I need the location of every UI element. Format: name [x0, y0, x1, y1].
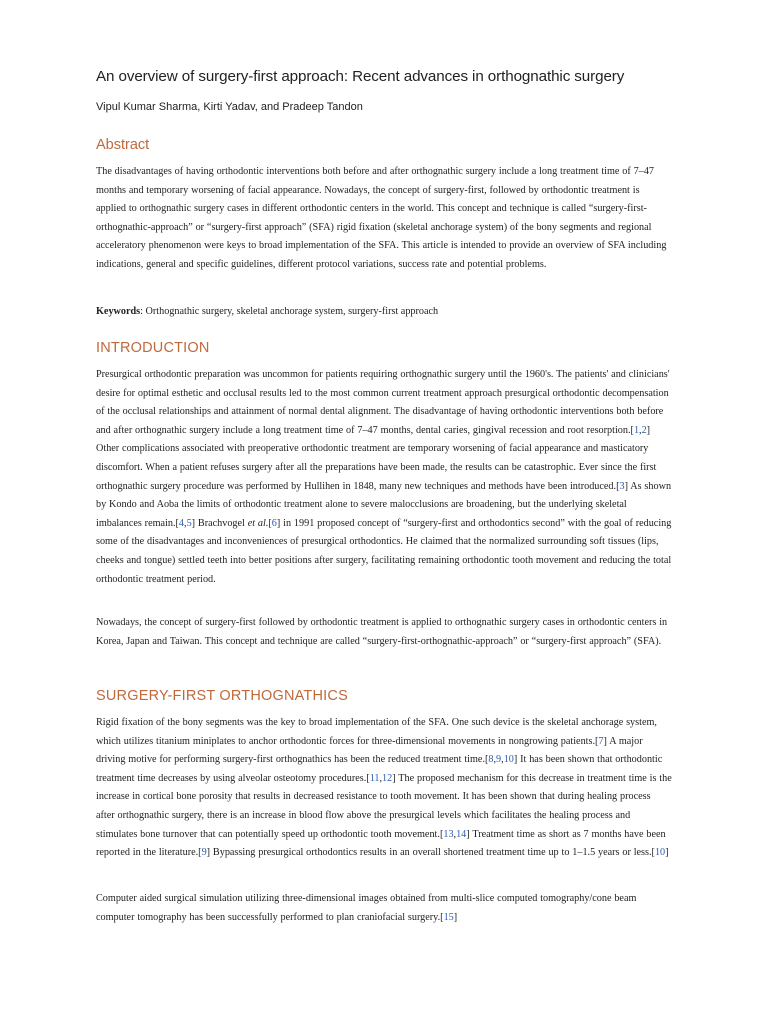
- citation-link[interactable]: 2: [641, 424, 647, 436]
- citation-bracket: [: [630, 424, 634, 436]
- introduction-paragraph-1: [96, 366, 672, 589]
- citation-bracket: ,: [493, 754, 497, 766]
- article-title: An overview of surgery-first approach: Recent advances in orthognathic surgery: [96, 68, 625, 85]
- citation-bracket: [: [651, 847, 655, 859]
- citation-bracket: ]: [665, 847, 669, 859]
- citation-link[interactable]: 15: [443, 911, 454, 923]
- citation-bracket: [: [198, 847, 202, 859]
- citation-bracket: ]: [624, 480, 628, 492]
- body-text: It has been shown that orthodontic treatment time decreases by using alveolar osteotomy procedures.: [96, 754, 663, 784]
- citation-bracket: ]: [276, 517, 281, 529]
- body-text: Treatment time as short as 7 months have been reported in the literature.: [96, 828, 666, 859]
- citation-link[interactable]: 10: [654, 847, 666, 859]
- body-text: Computer aided surgical simulation utilizing three-dimensional images obtained from multi-slice computed tomography/cone beam computer tomography has been successfully performed to plan craniofacial surgery.: [96, 893, 637, 923]
- citation-link[interactable]: 11: [369, 772, 380, 784]
- keywords-line: [96, 303, 672, 321]
- citation-bracket: ,: [379, 772, 383, 784]
- citation-bracket: ]: [392, 772, 396, 784]
- citation-bracket: ,: [184, 517, 187, 529]
- citation-link[interactable]: 8: [488, 754, 494, 766]
- citation-bracket: [: [485, 754, 489, 766]
- citation-bracket: [: [366, 772, 370, 784]
- citation-link[interactable]: 7: [598, 735, 604, 747]
- citation-bracket: ]: [453, 911, 458, 923]
- citation-bracket: [: [268, 517, 272, 529]
- keywords-list: : Orthognathic surgery, skeletal anchorage system, surgery-first approach: [140, 306, 439, 317]
- citation-link[interactable]: 6: [271, 517, 277, 529]
- citation-bracket: ]: [603, 735, 607, 747]
- body-text: in 1991 proposed concept of “surgery-first and orthodontics second” with the goal of reducing some of the disadvantages and inconveniences of presurgical orthodontics. He claimed that the normalized surrounding soft tissues (lips, cheeks and tongue) settled teeth into better positions after surgery, facilitating remaining orthodontic tooth movement and reducing the total orthodontic treatment period.: [96, 517, 672, 585]
- abstract-text: The disadvantages of having orthodontic interventions both before and after orthognathic surgery include a long treatment time of 7–47 months and temporary worsening of facial appearance. Nowadays, the concept of surgery-first, followed by orthodontic treatment is applied to orthognathic surgery cases in different orthodontic centers in the world. This concept and technique is called “surgery-first-orthognathic-approach” or “surgery-first approach” (SFA) rigid fixation (skeletal anchorage system) of the bony segments and regional acceleratory phenomenon were keys to broad implementation of the SFA. This article is intended to provide an overview of SFA including indications, general and specific guidelines, different protocol variations, success rate and potential problems.: [96, 166, 667, 270]
- surgery-first-paragraph-1: [96, 714, 672, 863]
- citation-bracket: [: [616, 480, 620, 492]
- body-text: A major driving motive for performing surgery-first orthognathics has been the reduced treatment time.: [96, 735, 643, 766]
- body-text: Other complications associated with preoperative orthodontic treatment are temporary worsening of facial appearance and masticatory discomfort. When a patient refuses surgery after all the preparations have been made, the results can be catastrophic. Ever since the first orthognathic surgery procedure was performed by Hullihen in 1848, many new techniques and methods have been introduced.: [96, 443, 657, 492]
- citation-bracket: ]: [513, 754, 518, 766]
- citation-link[interactable]: 9: [496, 754, 502, 766]
- surgery-first-heading: SURGERY-FIRST ORTHOGNATHICS: [96, 688, 348, 704]
- citation-bracket: [: [595, 735, 599, 747]
- body-text: As shown by Kondo and Aoba the limits of orthodontic treatment alone to severe malocclusions are broadening, but the underlying skeletal imbalances remain.: [96, 480, 672, 529]
- citation-link[interactable]: 9: [201, 847, 207, 859]
- citation-bracket: ,: [639, 424, 642, 436]
- abstract-heading: Abstract: [96, 137, 150, 153]
- citation-link[interactable]: 10: [503, 754, 514, 766]
- introduction-paragraph-2: Nowadays, the concept of surgery-first followed by orthodontic treatment is applied to orthognathic surgery cases in orthodontic centers in Korea, Japan and Taiwan. This concept and technique are called “surgery-first-orthognathic-approach” or “surgery-first approach” (SFA).: [96, 617, 668, 647]
- italic-text: et al.: [247, 517, 269, 529]
- citation-bracket: ]: [206, 847, 211, 859]
- citation-bracket: [: [440, 911, 444, 923]
- body-text: The proposed mechanism for this decrease in treatment time is the increase in cortical bone porosity that results in decreased resistance to tooth movement. It has been shown that during healing process after orthognathic surgery, there is an increase in blood flow above the presurgical levels which facilitates the healing process and stimulates bone turnover that can potentially speed up orthodontic tooth movement.: [96, 772, 672, 840]
- citation-bracket: ]: [466, 828, 470, 840]
- citation-link[interactable]: 1: [633, 424, 640, 436]
- citation-bracket: [: [175, 517, 179, 529]
- introduction-heading: INTRODUCTION: [96, 340, 210, 356]
- citation-bracket: ,: [453, 828, 457, 840]
- citation-link[interactable]: 4: [178, 517, 185, 529]
- citation-link[interactable]: 12: [382, 772, 393, 784]
- body-text: Presurgical orthodontic preparation was uncommon for patients requiring orthognathic surgery until the 1960's. The patients' and clinicians' desire for optimal esthetic and occlusal results led to the most common current treatment approach presurgical orthodontic decompensation of the occlusal relationships and attainment of normal dental alignment. The disadvantage of having orthodontic interventions both before and after orthognathic surgery include a long treatment time of 7–47 months, dental caries, gingival recession and root resorption.: [96, 369, 670, 436]
- citation-bracket: ]: [646, 424, 651, 436]
- citation-bracket: ,: [501, 754, 504, 766]
- surgery-first-paragraph-2: [96, 890, 672, 927]
- citation-bracket: [: [439, 828, 444, 840]
- body-text: Bypassing presurgical orthodontics results in an overall shortened treatment time up to 1–1.5 years or less.: [210, 847, 652, 859]
- body-text: Brachvogel: [195, 517, 248, 529]
- keywords-label: Keywords: [96, 306, 141, 317]
- citation-bracket: ]: [191, 517, 196, 529]
- citation-link[interactable]: 13: [443, 828, 454, 840]
- body-text: Rigid fixation of the bony segments was the key to broad implementation of the SFA. One such device is the skeletal anchorage system, which utilizes titanium miniplates to anchor orthodontic forces for three-dimensional movements in nongrowing patients.: [96, 717, 657, 747]
- article-authors: Vipul Kumar Sharma, Kirti Yadav, and Pradeep Tandon: [96, 101, 363, 113]
- citation-link[interactable]: 5: [186, 517, 192, 529]
- citation-link[interactable]: 14: [456, 828, 467, 840]
- citation-link[interactable]: 3: [619, 480, 625, 492]
